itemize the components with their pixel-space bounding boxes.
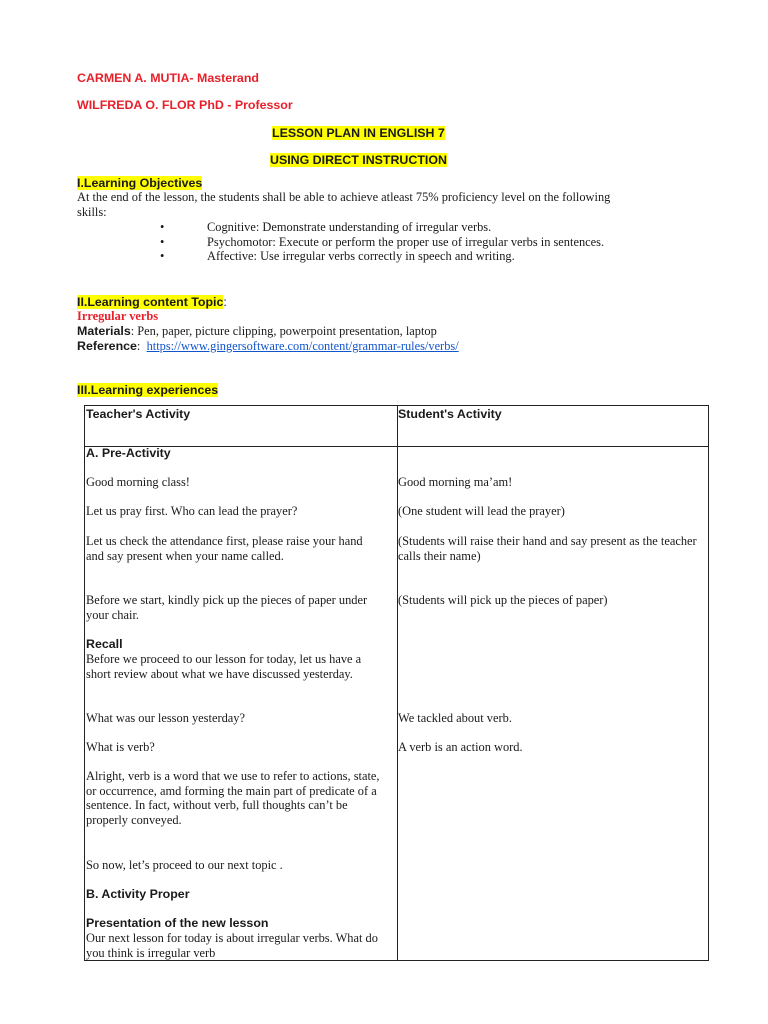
lesson-plan-title xyxy=(272,126,445,140)
skill-item-cognitive xyxy=(160,220,660,235)
presentation-heading: Presentation of the new lesson xyxy=(86,916,269,930)
skill-text: Cognitive: Demonstrate understanding of irregular verbs. xyxy=(207,220,492,234)
student-pray: (One student will lead the prayer) xyxy=(398,504,565,518)
objectives-intro: At the end of the lesson, the students shall be able to achieve atleast 75% proficiency level on the following skills: xyxy=(77,190,611,219)
reference-label: Reference xyxy=(77,339,137,353)
reference-line xyxy=(77,339,459,354)
student-greeting: Good morning ma’am! xyxy=(398,475,513,489)
teacher-greeting: Good morning class! xyxy=(86,475,190,489)
objectives-heading xyxy=(77,176,202,190)
activity-proper-heading: B. Activity Proper xyxy=(86,887,190,901)
author-professor: WILFREDA O. FLOR PhD - Professor xyxy=(77,98,293,112)
experiences-heading-text: III.Learning experiences xyxy=(77,383,219,397)
reference-link[interactable]: https://www.gingersoftware.com/content/grammar-rules/verbs/ xyxy=(146,339,459,353)
recall-heading: Recall xyxy=(86,637,123,651)
recall-text: Before we proceed to our lesson for today, let us have a short review about what we have discussed yesterday. xyxy=(86,652,362,681)
pre-activity-heading: A. Pre-Activity xyxy=(86,446,171,460)
skill-item-psychomotor xyxy=(160,235,660,250)
teacher-activity-header: Teacher's Activity xyxy=(86,407,191,421)
activity-table xyxy=(84,405,709,961)
topic-text: Irregular verbs xyxy=(77,309,159,323)
presentation-text: Our next lesson for today is about irregular verbs. What do you think is irregular verb xyxy=(86,931,378,960)
teacher-explanation: Alright, verb is a word that we use to refer to actions, state, or occurrence, amd forming the main part of predicate of a sentence. In fact, without verb, full thoughts can’t be properly conveyed. xyxy=(86,769,380,827)
content-heading xyxy=(77,295,227,309)
author-masterand: CARMEN A. MUTIA- Masterand xyxy=(77,71,259,85)
content-heading-text: II.Learning content Topic xyxy=(77,295,224,309)
student-paper: (Students will pick up the pieces of paper) xyxy=(398,593,608,607)
teacher-question-verb: What is verb? xyxy=(86,740,155,754)
skill-text: Psychomotor: Execute or perform the proper use of irregular verbs in sentences. xyxy=(207,234,605,249)
teacher-paper: Before we start, kindly pick up the pieces of paper under your chair. xyxy=(86,593,368,622)
materials-value: : Pen, paper, picture clipping, powerpoint presentation, laptop xyxy=(130,324,437,338)
student-lesson-answer: We tackled about verb. xyxy=(398,711,512,725)
materials-line xyxy=(77,324,437,339)
content-heading-colon: : xyxy=(223,295,227,309)
skill-text: Affective: Use irregular verbs correctly in speech and writing. xyxy=(207,249,515,264)
skills-list xyxy=(160,220,660,264)
teacher-attendance: Let us check the attendance first, please raise your hand and say present when your name called. xyxy=(86,534,363,563)
lesson-plan-title-text: LESSON PLAN IN ENGLISH 7 xyxy=(272,126,445,140)
skill-item-affective xyxy=(160,249,660,264)
teacher-proceed: So now, let’s proceed to our next topic . xyxy=(86,858,283,872)
method-title-text: USING DIRECT INSTRUCTION xyxy=(270,153,447,167)
student-verb-answer: A verb is an action word. xyxy=(398,740,523,754)
student-attendance: (Students will raise their hand and say present as the teacher calls their name) xyxy=(398,534,697,563)
teacher-question-lesson: What was our lesson yesterday? xyxy=(86,711,245,725)
teacher-pray: Let us pray first. Who can lead the prayer? xyxy=(86,504,298,518)
objectives-heading-text: I.Learning Objectives xyxy=(77,176,203,190)
reference-colon: : xyxy=(136,339,141,353)
experiences-heading xyxy=(77,383,218,397)
student-activity-header: Student's Activity xyxy=(398,407,502,421)
method-title xyxy=(270,153,447,167)
materials-label: Materials xyxy=(77,324,131,338)
